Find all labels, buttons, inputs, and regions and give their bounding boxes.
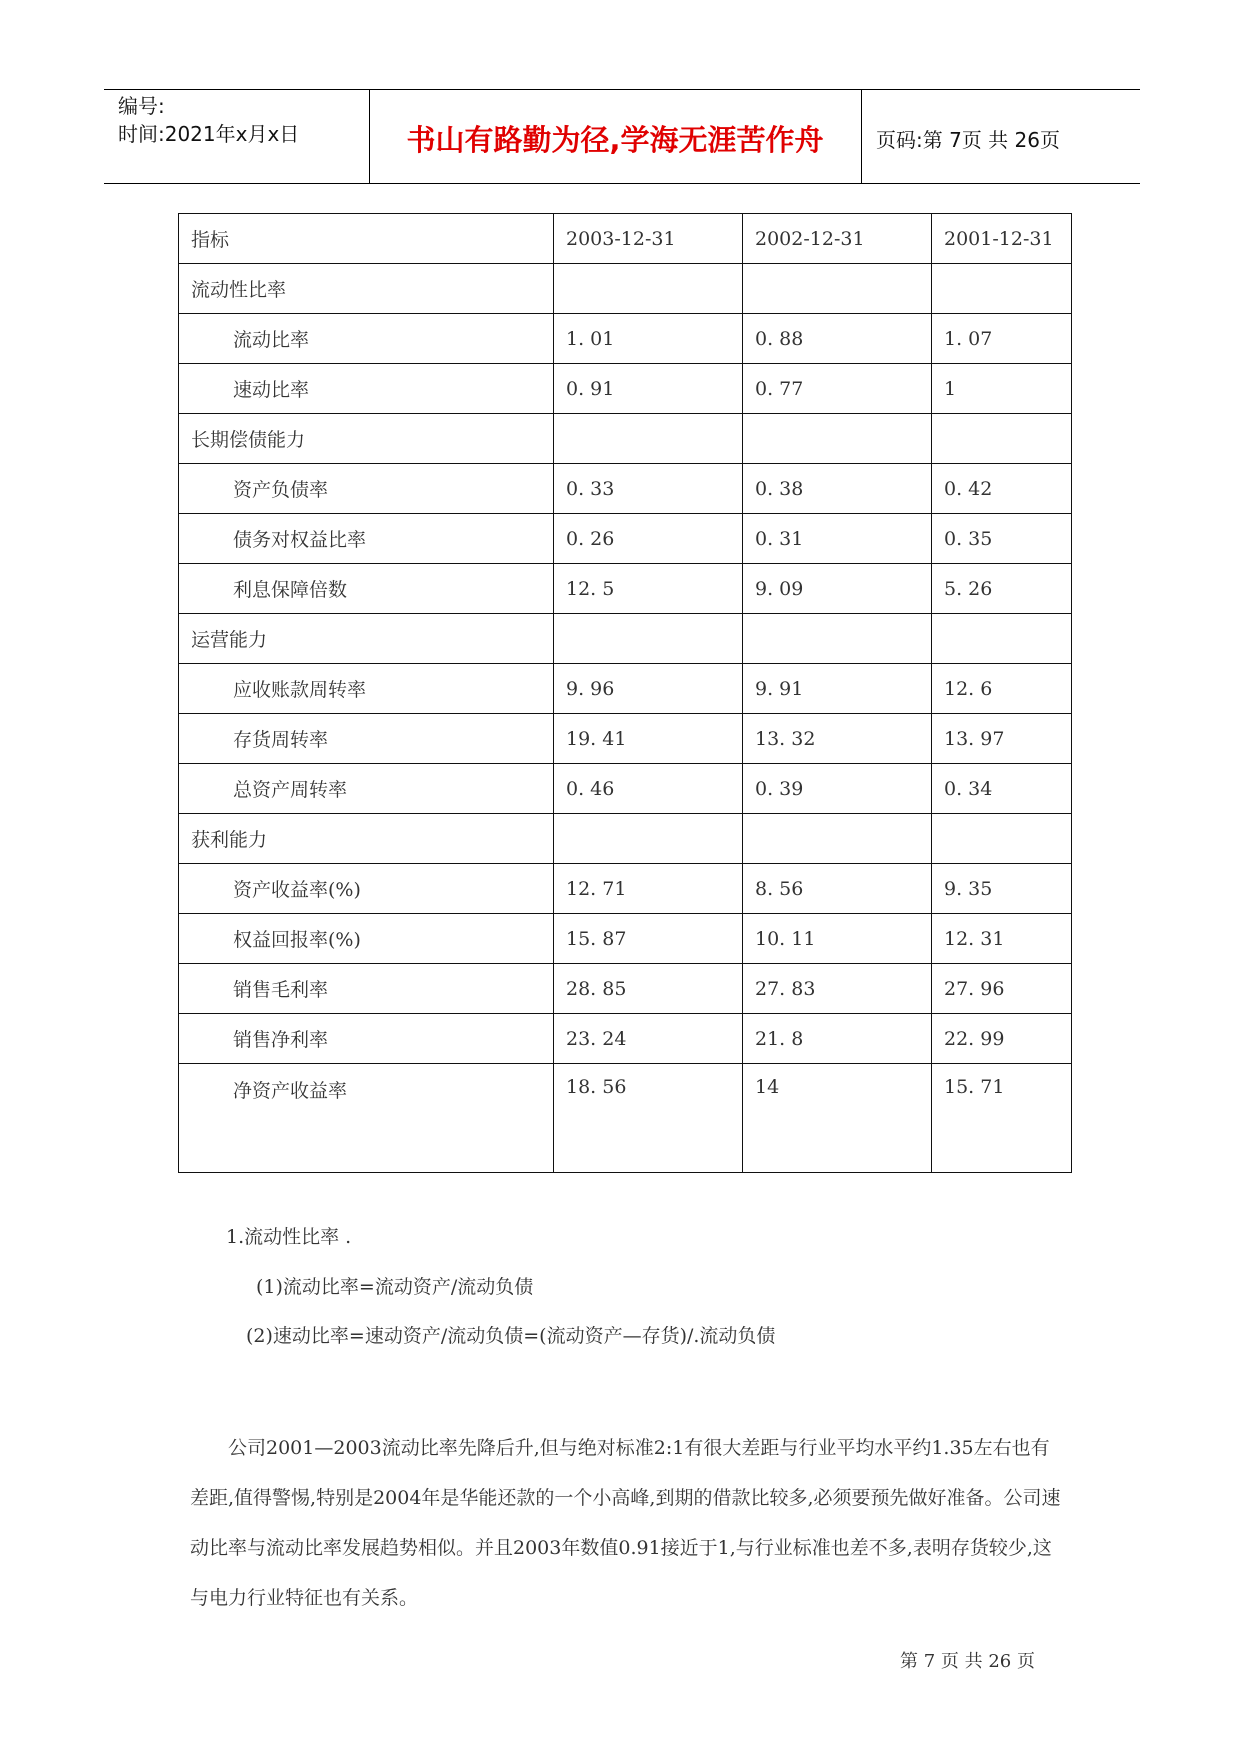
table-cell-value: 23. 24	[554, 1014, 743, 1064]
table-cell-value: 0. 88	[743, 314, 932, 364]
table-cell-value: 15. 87	[554, 914, 743, 964]
table-row-label: 销售毛利率	[179, 964, 554, 1014]
table-cell-value: 14	[743, 1064, 932, 1173]
table-cell-value: 9. 91	[743, 664, 932, 714]
table-row-label: 净资产收益率	[179, 1064, 554, 1173]
header-meta	[118, 92, 299, 148]
section-item-2: (2)速动比率=速动资产/流动负债=(流动资产—存货)/.流动负债	[246, 1325, 776, 1347]
table-cell-value	[554, 814, 743, 864]
table-cell-value: 28. 85	[554, 964, 743, 1014]
table-cell-value: 18. 56	[554, 1064, 743, 1173]
table-cell-value: 22. 99	[932, 1014, 1072, 1064]
table-cell-value: 12. 31	[932, 914, 1072, 964]
table-row-label: 销售净利率	[179, 1014, 554, 1064]
table-row-label: 流动性比率	[179, 264, 554, 314]
header-time-label: 时间:2021年x月x日	[118, 122, 300, 146]
table-cell-value: 5. 26	[932, 564, 1072, 614]
section-heading: 1.流动性比率 .	[226, 1226, 352, 1248]
table-cell-value: 0. 77	[743, 364, 932, 414]
table-cell-value: 0. 38	[743, 464, 932, 514]
table-cell-value	[743, 814, 932, 864]
header-bottom-rule	[104, 183, 1140, 184]
table-body	[179, 214, 1072, 1173]
table-cell-value	[743, 614, 932, 664]
table-row-label: 速动比率	[179, 364, 554, 414]
table-cell-value: 8. 56	[743, 864, 932, 914]
table-cell-value: 0. 26	[554, 514, 743, 564]
table-cell-value: 0. 39	[743, 764, 932, 814]
table-cell-value: 0. 33	[554, 464, 743, 514]
table-row	[179, 664, 1072, 714]
table-row-label: 资产收益率(%)	[179, 864, 554, 914]
table-header-cell: 2003-12-31	[554, 214, 743, 264]
table-row	[179, 314, 1072, 364]
table-cell-value: 0. 31	[743, 514, 932, 564]
table-cell-value: 27. 96	[932, 964, 1072, 1014]
table-row-label: 总资产周转率	[179, 764, 554, 814]
table-row	[179, 564, 1072, 614]
table-cell-value: 0. 46	[554, 764, 743, 814]
table-cell-value	[932, 264, 1072, 314]
table-cell-value	[932, 414, 1072, 464]
table-row	[179, 264, 1072, 314]
table-row	[179, 364, 1072, 414]
header-top-rule	[104, 89, 1140, 90]
table-cell-value: 0. 91	[554, 364, 743, 414]
table-cell-value: 9. 35	[932, 864, 1072, 914]
table-cell-value: 12. 71	[554, 864, 743, 914]
table-row	[179, 864, 1072, 914]
header-number-label: 编号:	[118, 94, 165, 118]
table-row-label: 存货周转率	[179, 714, 554, 764]
table-cell-value: 0. 42	[932, 464, 1072, 514]
table-row-label: 获利能力	[179, 814, 554, 864]
table-cell-value: 0. 34	[932, 764, 1072, 814]
table-cell-value: 13. 32	[743, 714, 932, 764]
table-row	[179, 514, 1072, 564]
table-cell-value: 1. 07	[932, 314, 1072, 364]
table-cell-value: 10. 11	[743, 914, 932, 964]
table-row-label: 利息保障倍数	[179, 564, 554, 614]
table-cell-value: 12. 6	[932, 664, 1072, 714]
header-divider-right	[861, 89, 862, 184]
table-cell-value: 27. 83	[743, 964, 932, 1014]
table-header-cell: 指标	[179, 214, 554, 264]
table-cell-value	[554, 414, 743, 464]
section-item-1: (1)流动比率=流动资产/流动负债	[256, 1276, 534, 1298]
table-cell-value	[932, 614, 1072, 664]
table-cell-value	[554, 614, 743, 664]
table-header-row	[179, 214, 1072, 264]
table-row-label: 应收账款周转率	[179, 664, 554, 714]
table-cell-value: 15. 71	[932, 1064, 1072, 1173]
header-motto: 书山有路勤为径,学海无涯苦作舟	[406, 123, 824, 157]
table-cell-value	[932, 814, 1072, 864]
table-row	[179, 764, 1072, 814]
table-row	[179, 614, 1072, 664]
table-cell-value: 19. 41	[554, 714, 743, 764]
table-row-label: 债务对权益比率	[179, 514, 554, 564]
table-header-cell: 2002-12-31	[743, 214, 932, 264]
table-cell-value: 13. 97	[932, 714, 1072, 764]
table-row-label: 流动比率	[179, 314, 554, 364]
table-row	[179, 1064, 1072, 1173]
table-cell-value: 0. 35	[932, 514, 1072, 564]
table-row	[179, 414, 1072, 464]
table-cell-value: 1. 01	[554, 314, 743, 364]
table-cell-value	[743, 264, 932, 314]
table-row-label: 长期偿债能力	[179, 414, 554, 464]
table-row	[179, 914, 1072, 964]
financial-ratio-table	[178, 213, 1072, 1173]
table-row	[179, 964, 1072, 1014]
table-cell-value: 1	[932, 364, 1072, 414]
footer-page-number: 第 7 页 共 26 页	[900, 1651, 1035, 1672]
header-page-label: 页码:第 7页 共 26页	[876, 128, 1060, 152]
table-header-cell: 2001-12-31	[932, 214, 1072, 264]
table-cell-value	[554, 264, 743, 314]
table-row-label: 权益回报率(%)	[179, 914, 554, 964]
table-cell-value: 21. 8	[743, 1014, 932, 1064]
table-row-label: 资产负债率	[179, 464, 554, 514]
table-cell-value: 9. 09	[743, 564, 932, 614]
table-row-label: 运营能力	[179, 614, 554, 664]
table-cell-value	[743, 414, 932, 464]
table-cell-value: 9. 96	[554, 664, 743, 714]
table-row	[179, 1014, 1072, 1064]
table-row	[179, 814, 1072, 864]
table-cell-value: 12. 5	[554, 564, 743, 614]
table-row	[179, 714, 1072, 764]
table-row	[179, 464, 1072, 514]
section-paragraph: 公司2001—2003流动比率先降后升,但与绝对标准2:1有很大差距与行业平均水平约1.35左右也有差距,值得警惕,特别是2004年是华能还款的一个小高峰,到期的借款比较多,必须要预先做好准备。公司速动比率与流动比率发展趋势相似。并且2003年数值0.91接近于1,与行业标准也差不多,表明存货较少,这与电力行业特征也有关系。	[190, 1437, 1061, 1609]
